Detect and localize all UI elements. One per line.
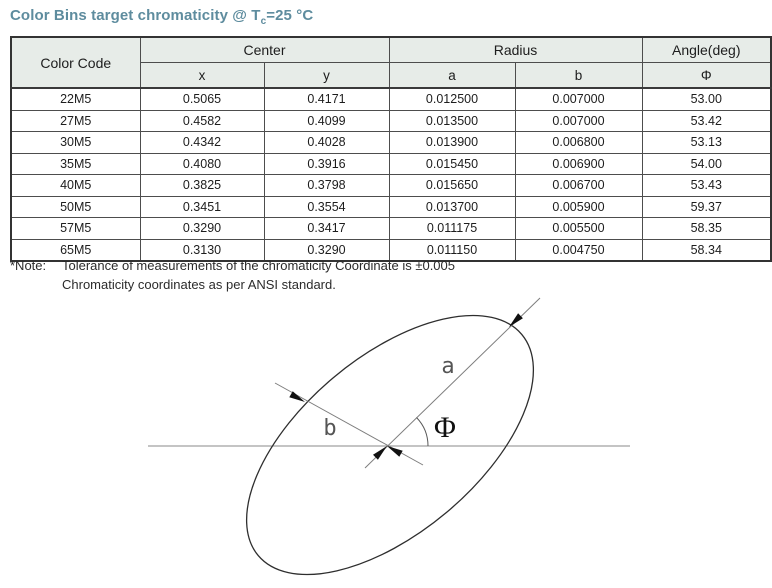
cell-y: 0.3417 <box>264 218 389 240</box>
phi-angle-arc <box>417 418 429 447</box>
cell-x: 0.4342 <box>140 132 264 154</box>
arrow-b-boundary-icon <box>289 391 305 402</box>
cell-y: 0.4028 <box>264 132 389 154</box>
note-block <box>10 256 455 294</box>
cell-b: 0.006700 <box>515 175 642 197</box>
cell-a: 0.013700 <box>389 196 515 218</box>
cell-code: 40M5 <box>11 175 140 197</box>
cell-y: 0.4171 <box>264 88 389 110</box>
label-a: a <box>441 354 455 379</box>
table-body <box>11 88 771 261</box>
chromaticity-ellipse <box>202 293 579 588</box>
cell-b: 0.007000 <box>515 110 642 132</box>
page-title <box>10 7 313 27</box>
table-row <box>11 110 771 132</box>
cell-x: 0.3130 <box>140 239 264 261</box>
cell-x: 0.3825 <box>140 175 264 197</box>
header-x: x <box>140 63 264 89</box>
header-a: a <box>389 63 515 89</box>
cell-y: 0.4099 <box>264 110 389 132</box>
page-title-subscript: c <box>260 16 267 27</box>
table-row <box>11 88 771 110</box>
table-row <box>11 196 771 218</box>
table-row <box>11 218 771 240</box>
table-row <box>11 132 771 154</box>
cell-b: 0.006800 <box>515 132 642 154</box>
cell-b: 0.006900 <box>515 153 642 175</box>
cell-a: 0.015650 <box>389 175 515 197</box>
cell-code: 35M5 <box>11 153 140 175</box>
header-phi: Φ <box>642 63 771 89</box>
cell-code: 65M5 <box>11 239 140 261</box>
cell-code: 27M5 <box>11 110 140 132</box>
chromaticity-table <box>10 36 772 262</box>
cell-a: 0.011150 <box>389 239 515 261</box>
note-label: *Note: <box>10 258 47 273</box>
cell-code: 50M5 <box>11 196 140 218</box>
cell-angle: 58.34 <box>642 239 771 261</box>
cell-y: 0.3798 <box>264 175 389 197</box>
header-b: b <box>515 63 642 89</box>
header-center: Center <box>140 37 389 63</box>
cell-angle: 53.42 <box>642 110 771 132</box>
cell-b: 0.004750 <box>515 239 642 261</box>
cell-code: 57M5 <box>11 218 140 240</box>
header-radius: Radius <box>389 37 642 63</box>
cell-angle: 59.37 <box>642 196 771 218</box>
cell-a: 0.012500 <box>389 88 515 110</box>
cell-b: 0.007000 <box>515 88 642 110</box>
cell-b: 0.005500 <box>515 218 642 240</box>
cell-code: 22M5 <box>11 88 140 110</box>
cell-y: 0.3290 <box>264 239 389 261</box>
cell-x: 0.4080 <box>140 153 264 175</box>
cell-code: 30M5 <box>11 132 140 154</box>
cell-y: 0.3916 <box>264 153 389 175</box>
note-line-2: Chromaticity coordinates as per ANSI standard. <box>62 277 336 292</box>
cell-angle: 53.13 <box>642 132 771 154</box>
header-color-code: Color Code <box>11 37 140 88</box>
cell-x: 0.3290 <box>140 218 264 240</box>
cell-a: 0.013900 <box>389 132 515 154</box>
label-b: b <box>323 416 337 441</box>
table-row <box>11 153 771 175</box>
table-row <box>11 175 771 197</box>
page-title-text: Color Bins target chromaticity @ T <box>10 7 261 24</box>
cell-angle: 58.35 <box>642 218 771 240</box>
page-title-suffix: =25 °C <box>266 7 314 24</box>
header-y: y <box>264 63 389 89</box>
note-line-1: Tolerance of measurements of the chromaticity Coordinate is ±0.005 <box>62 258 455 273</box>
cell-angle: 54.00 <box>642 153 771 175</box>
cell-x: 0.5065 <box>140 88 264 110</box>
cell-angle: 53.00 <box>642 88 771 110</box>
cell-a: 0.013500 <box>389 110 515 132</box>
header-angle: Angle(deg) <box>642 37 771 63</box>
cell-b: 0.005900 <box>515 196 642 218</box>
cell-a: 0.011175 <box>389 218 515 240</box>
arrow-a-boundary-icon <box>509 313 523 327</box>
cell-y: 0.3554 <box>264 196 389 218</box>
label-phi: Φ <box>434 411 456 444</box>
cell-a: 0.015450 <box>389 153 515 175</box>
cell-x: 0.4582 <box>140 110 264 132</box>
cell-angle: 53.43 <box>642 175 771 197</box>
arrow-b-center-icon <box>387 446 403 457</box>
cell-x: 0.3451 <box>140 196 264 218</box>
table-header <box>11 37 771 88</box>
ellipse-diagram <box>0 293 772 588</box>
